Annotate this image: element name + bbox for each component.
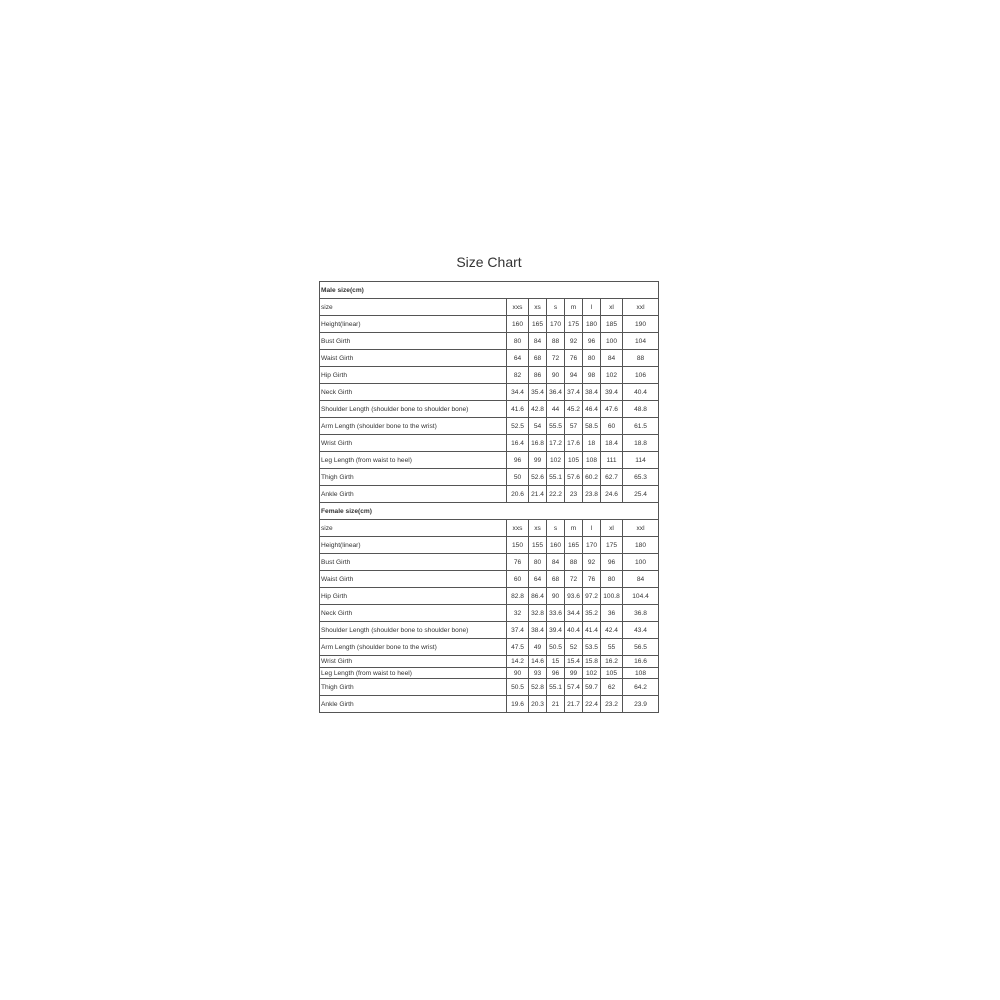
measurement-value: 24.6 (601, 486, 623, 503)
table-row (320, 668, 659, 679)
section-heading: Female size(cm) (320, 503, 659, 520)
size-header-cell: l (583, 299, 601, 316)
measurement-value: 39.4 (547, 622, 565, 639)
measurement-label: Neck Girth (320, 605, 507, 622)
measurement-value: 100.8 (601, 588, 623, 605)
measurement-value: 170 (583, 537, 601, 554)
measurement-value: 54 (529, 418, 547, 435)
measurement-value: 76 (507, 554, 529, 571)
size-header-row (320, 520, 659, 537)
measurement-value: 42.4 (601, 622, 623, 639)
measurement-value: 76 (583, 571, 601, 588)
table-row (320, 350, 659, 367)
measurement-value: 20.6 (507, 486, 529, 503)
measurement-value: 96 (507, 452, 529, 469)
measurement-value: 55 (601, 639, 623, 656)
measurement-value: 56.5 (623, 639, 659, 656)
measurement-value: 64 (507, 350, 529, 367)
table-row (320, 384, 659, 401)
measurement-value: 14.2 (507, 656, 529, 668)
measurement-label: Leg Length (from waist to heel) (320, 452, 507, 469)
table-row (320, 486, 659, 503)
measurement-value: 150 (507, 537, 529, 554)
size-header-cell: l (583, 520, 601, 537)
measurement-label: Ankle Girth (320, 486, 507, 503)
measurement-value: 52.6 (529, 469, 547, 486)
measurement-label: Shoulder Length (shoulder bone to shoulder bone) (320, 401, 507, 418)
measurement-value: 41.4 (583, 622, 601, 639)
measurement-value: 165 (565, 537, 583, 554)
measurement-value: 100 (623, 554, 659, 571)
size-chart-table (319, 281, 659, 713)
measurement-value: 15.8 (583, 656, 601, 668)
measurement-value: 175 (565, 316, 583, 333)
measurement-value: 34.4 (565, 605, 583, 622)
table-row (320, 696, 659, 713)
measurement-value: 23 (565, 486, 583, 503)
measurement-value: 84 (623, 571, 659, 588)
measurement-value: 90 (507, 668, 529, 679)
section-heading-row (320, 503, 659, 520)
measurement-value: 39.4 (601, 384, 623, 401)
table-row (320, 537, 659, 554)
measurement-value: 57.4 (565, 679, 583, 696)
table-row (320, 656, 659, 668)
measurement-value: 170 (547, 316, 565, 333)
measurement-value: 16.6 (623, 656, 659, 668)
measurement-value: 52.8 (529, 679, 547, 696)
measurement-value: 105 (601, 668, 623, 679)
measurement-value: 48.8 (623, 401, 659, 418)
size-header-cell: m (565, 299, 583, 316)
measurement-value: 108 (583, 452, 601, 469)
measurement-value: 61.5 (623, 418, 659, 435)
measurement-value: 102 (583, 668, 601, 679)
measurement-label: Waist Girth (320, 571, 507, 588)
table-row (320, 452, 659, 469)
measurement-value: 14.6 (529, 656, 547, 668)
measurement-value: 93 (529, 668, 547, 679)
measurement-value: 55.1 (547, 469, 565, 486)
measurement-value: 114 (623, 452, 659, 469)
measurement-label: Wrist Girth (320, 656, 507, 668)
measurement-label: Thigh Girth (320, 679, 507, 696)
measurement-value: 175 (601, 537, 623, 554)
measurement-value: 90 (547, 367, 565, 384)
measurement-value: 64.2 (623, 679, 659, 696)
measurement-value: 34.4 (507, 384, 529, 401)
measurement-value: 16.8 (529, 435, 547, 452)
measurement-value: 80 (601, 571, 623, 588)
measurement-value: 47.5 (507, 639, 529, 656)
measurement-value: 57.6 (565, 469, 583, 486)
measurement-value: 18 (583, 435, 601, 452)
measurement-value: 15 (547, 656, 565, 668)
measurement-value: 44 (547, 401, 565, 418)
measurement-value: 52.5 (507, 418, 529, 435)
size-header-cell: xl (601, 299, 623, 316)
measurement-value: 82.8 (507, 588, 529, 605)
table-row (320, 435, 659, 452)
section-heading-row (320, 282, 659, 299)
measurement-value: 41.6 (507, 401, 529, 418)
measurement-value: 25.4 (623, 486, 659, 503)
page-title: Size Chart (456, 254, 522, 270)
measurement-value: 65.3 (623, 469, 659, 486)
measurement-label: Shoulder Length (shoulder bone to shoulder bone) (320, 622, 507, 639)
measurement-value: 160 (507, 316, 529, 333)
measurement-value: 40.4 (623, 384, 659, 401)
measurement-value: 53.5 (583, 639, 601, 656)
measurement-value: 60 (507, 571, 529, 588)
measurement-value: 93.6 (565, 588, 583, 605)
measurement-value: 58.5 (583, 418, 601, 435)
measurement-value: 22.4 (583, 696, 601, 713)
table-row (320, 605, 659, 622)
measurement-label: Hip Girth (320, 367, 507, 384)
measurement-value: 23.2 (601, 696, 623, 713)
size-header-label: size (320, 299, 507, 316)
measurement-value: 50.5 (547, 639, 565, 656)
measurement-value: 102 (547, 452, 565, 469)
measurement-label: Hip Girth (320, 588, 507, 605)
measurement-value: 55.5 (547, 418, 565, 435)
measurement-value: 40.4 (565, 622, 583, 639)
size-header-cell: m (565, 520, 583, 537)
measurement-value: 68 (529, 350, 547, 367)
measurement-value: 21.4 (529, 486, 547, 503)
measurement-value: 42.8 (529, 401, 547, 418)
measurement-value: 60 (601, 418, 623, 435)
measurement-value: 90 (547, 588, 565, 605)
size-header-cell: xxs (507, 299, 529, 316)
size-header-cell: xl (601, 520, 623, 537)
measurement-value: 88 (547, 333, 565, 350)
measurement-value: 46.4 (583, 401, 601, 418)
measurement-label: Height(linear) (320, 537, 507, 554)
measurement-value: 36.8 (623, 605, 659, 622)
measurement-value: 99 (565, 668, 583, 679)
measurement-value: 111 (601, 452, 623, 469)
size-header-cell: s (547, 520, 565, 537)
table-row (320, 588, 659, 605)
measurement-value: 100 (601, 333, 623, 350)
table-row (320, 622, 659, 639)
measurement-value: 36 (601, 605, 623, 622)
measurement-value: 97.2 (583, 588, 601, 605)
measurement-value: 21 (547, 696, 565, 713)
measurement-value: 21.7 (565, 696, 583, 713)
table-row (320, 571, 659, 588)
measurement-value: 72 (547, 350, 565, 367)
size-header-cell: xxl (623, 520, 659, 537)
measurement-label: Bust Girth (320, 554, 507, 571)
measurement-value: 160 (547, 537, 565, 554)
measurement-value: 72 (565, 571, 583, 588)
measurement-value: 84 (529, 333, 547, 350)
measurement-value: 60.2 (583, 469, 601, 486)
table-row (320, 639, 659, 656)
measurement-value: 88 (623, 350, 659, 367)
measurement-value: 80 (583, 350, 601, 367)
measurement-value: 37.4 (507, 622, 529, 639)
measurement-label: Arm Length (shoulder bone to the wrist) (320, 639, 507, 656)
table-row (320, 554, 659, 571)
measurement-value: 94 (565, 367, 583, 384)
measurement-value: 84 (547, 554, 565, 571)
measurement-value: 43.4 (623, 622, 659, 639)
table-row (320, 333, 659, 350)
table-row (320, 418, 659, 435)
measurement-value: 23.8 (583, 486, 601, 503)
measurement-label: Arm Length (shoulder bone to the wrist) (320, 418, 507, 435)
size-header-cell: xs (529, 299, 547, 316)
measurement-value: 38.4 (583, 384, 601, 401)
measurement-value: 62 (601, 679, 623, 696)
section-heading: Male size(cm) (320, 282, 659, 299)
measurement-value: 37.4 (565, 384, 583, 401)
measurement-value: 38.4 (529, 622, 547, 639)
size-chart-body (320, 282, 659, 713)
measurement-value: 35.4 (529, 384, 547, 401)
measurement-value: 190 (623, 316, 659, 333)
measurement-value: 96 (583, 333, 601, 350)
measurement-label: Leg Length (from waist to heel) (320, 668, 507, 679)
measurement-value: 99 (529, 452, 547, 469)
measurement-value: 155 (529, 537, 547, 554)
measurement-value: 98 (583, 367, 601, 384)
measurement-value: 62.7 (601, 469, 623, 486)
measurement-value: 19.6 (507, 696, 529, 713)
measurement-value: 180 (583, 316, 601, 333)
measurement-value: 180 (623, 537, 659, 554)
measurement-value: 16.2 (601, 656, 623, 668)
size-header-cell: xxl (623, 299, 659, 316)
measurement-value: 80 (507, 333, 529, 350)
measurement-value: 22.2 (547, 486, 565, 503)
table-row (320, 401, 659, 418)
size-header-label: size (320, 520, 507, 537)
measurement-value: 88 (565, 554, 583, 571)
size-header-cell: s (547, 299, 565, 316)
table-row (320, 679, 659, 696)
measurement-value: 52 (565, 639, 583, 656)
measurement-value: 45.2 (565, 401, 583, 418)
size-header-cell: xxs (507, 520, 529, 537)
measurement-value: 55.1 (547, 679, 565, 696)
measurement-label: Waist Girth (320, 350, 507, 367)
measurement-value: 50.5 (507, 679, 529, 696)
measurement-value: 108 (623, 668, 659, 679)
measurement-value: 17.6 (565, 435, 583, 452)
measurement-label: Height(linear) (320, 316, 507, 333)
measurement-value: 18.4 (601, 435, 623, 452)
measurement-value: 16.4 (507, 435, 529, 452)
measurement-label: Ankle Girth (320, 696, 507, 713)
measurement-value: 64 (529, 571, 547, 588)
measurement-value: 104.4 (623, 588, 659, 605)
table-row (320, 367, 659, 384)
measurement-value: 185 (601, 316, 623, 333)
measurement-value: 80 (529, 554, 547, 571)
measurement-value: 59.7 (583, 679, 601, 696)
measurement-value: 92 (583, 554, 601, 571)
measurement-value: 104 (623, 333, 659, 350)
measurement-value: 20.3 (529, 696, 547, 713)
measurement-label: Bust Girth (320, 333, 507, 350)
measurement-value: 76 (565, 350, 583, 367)
measurement-value: 15.4 (565, 656, 583, 668)
measurement-value: 32 (507, 605, 529, 622)
measurement-value: 86 (529, 367, 547, 384)
measurement-value: 96 (547, 668, 565, 679)
measurement-value: 105 (565, 452, 583, 469)
table-row (320, 469, 659, 486)
measurement-value: 102 (601, 367, 623, 384)
measurement-value: 47.6 (601, 401, 623, 418)
measurement-value: 92 (565, 333, 583, 350)
size-header-cell: xs (529, 520, 547, 537)
measurement-label: Thigh Girth (320, 469, 507, 486)
measurement-label: Wrist Girth (320, 435, 507, 452)
measurement-value: 165 (529, 316, 547, 333)
measurement-value: 68 (547, 571, 565, 588)
measurement-value: 96 (601, 554, 623, 571)
measurement-value: 23.9 (623, 696, 659, 713)
measurement-value: 82 (507, 367, 529, 384)
measurement-value: 32.8 (529, 605, 547, 622)
table-row (320, 316, 659, 333)
measurement-value: 18.8 (623, 435, 659, 452)
measurement-value: 50 (507, 469, 529, 486)
measurement-label: Neck Girth (320, 384, 507, 401)
measurement-value: 106 (623, 367, 659, 384)
measurement-value: 57 (565, 418, 583, 435)
measurement-value: 84 (601, 350, 623, 367)
measurement-value: 17.2 (547, 435, 565, 452)
measurement-value: 35.2 (583, 605, 601, 622)
measurement-value: 86.4 (529, 588, 547, 605)
size-header-row (320, 299, 659, 316)
measurement-value: 49 (529, 639, 547, 656)
measurement-value: 33.6 (547, 605, 565, 622)
measurement-value: 36.4 (547, 384, 565, 401)
